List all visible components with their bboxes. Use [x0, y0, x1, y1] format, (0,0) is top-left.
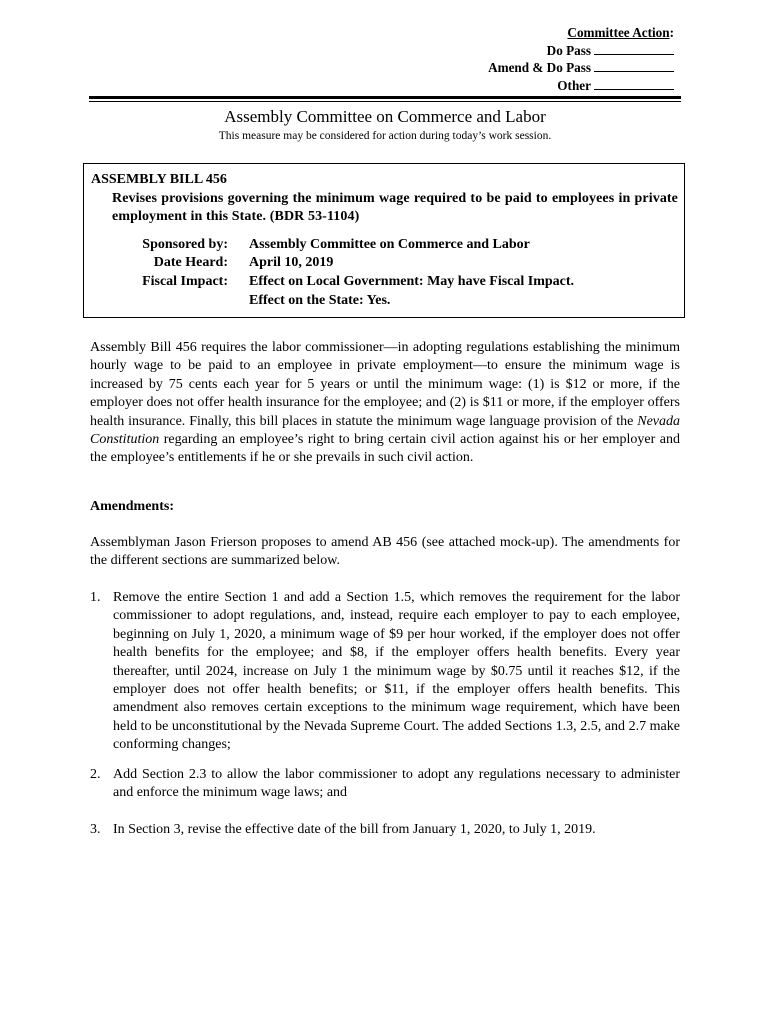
other-blank[interactable] [594, 77, 674, 90]
summary-italic-term: Nevada Constitution [90, 413, 680, 448]
bill-summary-paragraph [90, 339, 680, 468]
amendment-item [90, 589, 680, 755]
other-row [488, 77, 674, 95]
do-pass-row [488, 42, 674, 60]
bill-number: ASSEMBLY BILL 456 [91, 172, 227, 187]
amendments-intro: Assemblyman Jason Frierson proposes to amend AB 456 (see attached mock-up). The amendments for the different sections are summarized below. [90, 535, 680, 569]
committee-name: Assembly Committee on Commerce and Labor [224, 107, 546, 126]
summary-part-2: regarding an employee’s right to bring certain civil action against his or her employer and the employee’s entitlements if he or she prevails in such civil action. [90, 432, 680, 466]
fiscal-impact-label: Fiscal Impact: [142, 273, 228, 289]
fiscal-impact-state: Effect on the State: Yes. [249, 292, 391, 308]
committee-action-colon: : [669, 25, 674, 40]
amend-do-pass-label: Amend & Do Pass [488, 60, 591, 75]
committee-action-title: Committee Action [567, 25, 670, 40]
bill-description: Revises provisions governing the minimum wage required to be paid to employees in private employment in this State. (BDR 53-1104) [112, 190, 678, 225]
amendment-item [90, 766, 680, 803]
amend-do-pass-row [488, 59, 674, 77]
work-session-note: This measure may be considered for action during today’s work session. [218, 130, 552, 142]
do-pass-blank[interactable] [594, 42, 674, 55]
other-label: Other [557, 77, 591, 93]
amendment-number: 1. [90, 590, 101, 605]
date-heard-label: Date Heard: [153, 255, 228, 271]
sponsored-by-label: Sponsored by: [142, 236, 228, 252]
summary-part-1: Assembly Bill 456 requires the labor commissioner—in adopting regulations establishing the minimum hourly wage to be paid to an employee in private employment—to ensure the minimum wage is increased by 75 cents each year for 5 years or until the minimum wage: (1) is $12 or more, if the employer does not offer health insurance for the employee; and (2) is $11 or more, if the employer offers health insurance. Finally, this bill places in statute the minimum wage language provision of the [90, 340, 680, 429]
amendment-text: In Section 3, revise the effective date of the bill from January 1, 2020, to July 1, 2019. [113, 822, 596, 837]
date-heard-value: April 10, 2019 [249, 255, 334, 271]
amendment-number: 3. [90, 822, 101, 837]
fiscal-impact-row [91, 273, 678, 310]
do-pass-label: Do Pass [546, 42, 591, 58]
header-rule-thick [89, 96, 681, 99]
amend-do-pass-blank[interactable] [594, 59, 674, 72]
amendment-item [90, 821, 680, 839]
sponsored-by-row [91, 236, 678, 255]
fiscal-impact-values [249, 273, 574, 310]
sponsored-by-value: Assembly Committee on Commerce and Labor [249, 236, 530, 252]
bill-meta [91, 236, 678, 310]
committee-action-title-row [488, 24, 674, 42]
amendments-heading: Amendments: [90, 499, 174, 514]
committee-action-block [488, 24, 674, 94]
amendment-text: Remove the entire Section 1 and add a Section 1.5, which removes the requirement for the labor commissioner to adopt regulations, and, instead, require each employer to pay to each employee, beginning on July 1, 2020, a minimum wage of $9 per hour worked, if the employer does not offer health benefits for the employee; and $8, if the employer offers health benefits. Every year thereafter, until 2024, increase on July 1 the minimum wage by $0.75 until it reaches $12, if the employer does not offer health benefits; or $11, if the employer offers health benefits. This amendment also removes certain exceptions to the minimum wage requirement, which have been held to be unconstitutional by the Nevada Supreme Court. The added Sections 1.3, 2.5, and 2.7 make conforming changes; [113, 590, 680, 753]
amendment-text: Add Section 2.3 to allow the labor commissioner to adopt any regulations necessary to administer and enforce the minimum wage laws; and [113, 767, 680, 801]
amendment-number: 2. [90, 767, 101, 782]
fiscal-impact-local: Effect on Local Government: May have Fiscal Impact. [249, 273, 575, 289]
header-rule-thin [89, 101, 681, 102]
date-heard-row [91, 254, 678, 273]
bill-info-box [83, 163, 685, 318]
